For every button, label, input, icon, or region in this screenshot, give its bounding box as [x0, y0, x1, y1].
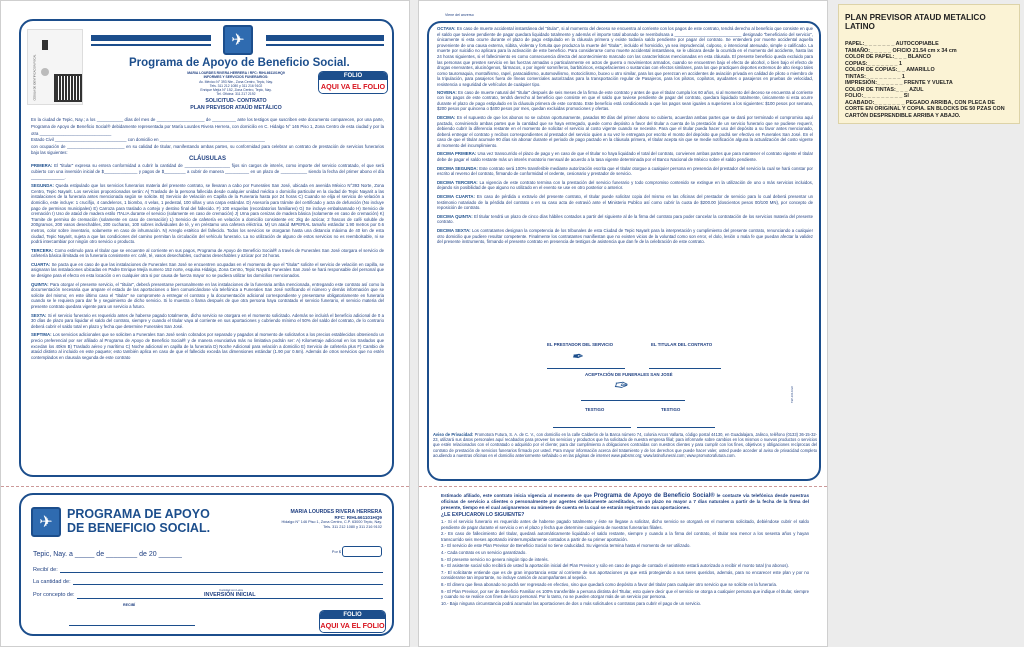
- spec-label: ACABADO:: [845, 99, 875, 106]
- clause-octava: [437, 26, 813, 88]
- spec-row-paper: PAPEL:_ _ _ _ _ _ _ AUTOCOPIABLE: [845, 41, 939, 47]
- clause-text: En caso de muerte natural del "titular" después de seis meses de la firma de este contrato y antes de que el titular cumpla los 60 años, si al momento del deceso se encuentra al corriente con los pagos de este contrato, tendrá derecho al beneficio que consiste en que el saldo que tuviese pendiente de pagar del contrato, quedara liquidado totalmente, únicamente si esta ocurre durante el plazo de pago estipulado en la cláusula primera de este contrato. Este beneficio está condicionado a que los pagos sean iguales a superiores a los siguientes: $100 pesos por semana, $200 pesos por quincena o $400 pesos por mes, quedan excluidas promociones y ofertas.: [437, 89, 813, 112]
- receipt-address: Hidalgo N° 146 Piso 1, Zona Centro, C.P. 63000 Tepic, Nay.: [281, 520, 382, 524]
- clause-text: Una vez transcurrido el plazo de pago y en caso de que el titular no haya liquidado el total del contrato, convienen ambas partes que para mantener el contrato vigente el titular debe de pagar el saldo restante más un interés moratorio mensual de acuerdo a la tasa vigente determinada por el Banco Nacional de México sobre el saldo pendiente.: [437, 151, 814, 163]
- form-code: TEP-100-1022: [791, 386, 794, 403]
- receipt-title-line2: DE BENEFICIO SOCIAL.: [67, 521, 211, 535]
- clause-novena: [437, 90, 813, 112]
- sig-provider-label: EL PRESTADOR DEL SERVICIO: [547, 342, 614, 347]
- amount-field: [332, 546, 382, 557]
- phones-1: Tels. 311 212 1080 y 311 216 9102: [209, 83, 263, 88]
- header-rule-right: [266, 44, 384, 46]
- folio-label: FOLIO: [319, 72, 387, 80]
- clause-text: Si el servicio funerario es requerido antes de haberse pagado totalmente, dicho servicio se otorgara en el momento solicitado. Además se incluirá el beneficio adicional de 0 a 30 días de plazo para liquidar el saldo del contrato, siempre y cuando el titular vaya al corriente en sus aportaciones y cubriendo mínimo el 50% del saldo del contrato, de lo contrario deberá cubrir el saldo total en plazo y fecha que determine Funerales San José.: [31, 312, 384, 329]
- owner-rfc: MARIA LOURDES RIVERA HERRERA / RFC: RIHL661101HQ9: [187, 71, 285, 75]
- notice-item: 5.- El presente servicio no genera ningún tipo de interés.: [441, 556, 549, 562]
- clause-head: DECIMA SEGUNDA:: [437, 165, 478, 171]
- witness2-label: TESTIGO: [661, 407, 681, 412]
- notice-item: 1.- Si el servicio funerario es requerido antes de haberse pagado totalmente y éste se llegase a solicitar, dicho servicio se otorgará en el momento solicitado, debiéndose cubrir el saldo pendiente de pagar durante el servicio o en el plazo y fecha que determine cualquiera de nuestras funerarias filiales.: [441, 519, 809, 530]
- clause-text: Queda estipulado que los servicios funerarios materia del presente contrato, se llevaran a cabo por Funerales San José, ubicada en avenida México N°393 Norte, Zona Centro, Tepic Nayarit. Los servicios proporcionados serán: A) Traslado de la persona fallecida desde cualquier unidad médica o domicilio particular en la ciudad de Tepic Nayarit a las instalaciones de la funeraria antes mencionada según se solicite. B) Servicio de Velación en Capilla de la Funeraria hasta por 24 horas C) Cuando se elija el servicio de velación a domicilio, este incluye: 1 crucifijo, 4 candeleros, 1 biombo, 4 velas, 1 pedestal, 100 sillas y una carpa estándar. D) Asesoría para trámite del certificado y acta de defunción (No incluye pago de permisos municipales) E) Carroza para traslado a cortejo y destino final del fallecido. F) 100 esquelas (recordatorios familiares) G) Se incluye embalsamado H) Servicio de cremación I) Uso de ataúd de madera estilo ITALIA durante el servicio (solamente en caso de cremación) J) Urna para cenizas de madera básica (solamente en caso de cremación) K) Tramite de permiso de cremación (solamente en caso de cremación) L) Servicio de cafetería en velación a domicilio consistente en: 2kg de azúcar, 2 frascos de café soluble de 200gramos, 200 vasos desechables, 200 cucharas, 100 sobres individuales de té, y en préstamo una cafetera eléctrica. M) Un ataúd IMPERIAL tamaño estándar 1.90 metros por 0.6 metros, color sobre inventario, solamente en caso de inhumación. N) Arreglo estético del fallecido. Todos los servicios se otorgaran hasta una distancia máxima de 40 km de esta ciudad, Tepic Nayarit, sujeta a que las condiciones del camino permitan la circulación del vehículo funerario. La no utilización de alguno de estos servicios no es reembolsable, ni se podrá intercambiar por ningún otro servicio o producto.: [31, 183, 384, 245]
- received-from-input[interactable]: [60, 567, 383, 573]
- clause-head: DECIMA PRIMERA:: [437, 151, 477, 157]
- clause-tercera: [31, 248, 384, 259]
- clause-text: El "titular" expresa su entera conformidad a cubrir la cantidad de ___________________ fijos sin cargos de interés, como importe del servicio contratado, el que será cubierto con una inversión inicial de $______________ y pagos de $_________ a cubrir de manera __________ en un plazo de ___________ siendo la fecha del primer abono el día ______________.: [31, 163, 385, 180]
- acceptance-label: ACEPTACIÓN DE FUNERALES SAN JOSÉ: [585, 372, 673, 377]
- program-title: Programa de Apoyo de Beneficio Social.: [129, 57, 350, 69]
- clause-septima: [31, 332, 384, 360]
- seal-icon: [41, 68, 49, 76]
- spec-value: 1: [901, 73, 905, 80]
- amount-text-label: La cantidad de:: [33, 579, 71, 585]
- concept-row[interactable]: [33, 592, 383, 599]
- spec-value: AUTOCOPIABLE: [895, 41, 939, 47]
- clause-text: Este contrato será 100% transferible mediante autorización escrita que el titular otorgue a cualquier persona en presencia del prestador del servicio la cual se hará constar por escrito al reverso del contrato, firmando de conformidad el cedente, cesionario y prestador de servicio.: [437, 165, 813, 177]
- spec-label: TAMAÑO:: [845, 47, 871, 54]
- plan-name: PLAN PREVISOR ATAÚD METÁLICO: [190, 104, 282, 111]
- notice-item: 6.- El asistente social sólo recibirá de usted la aportación inicial del Plan Previsor y sólo en caso de pago de contado el asistente estará autorizado a recibir el monto total (no abonos).: [441, 563, 790, 569]
- receipt-phones: Tels. 311 212 1080 y 311 216 9102: [323, 525, 382, 529]
- contract-back-page: [418, 0, 828, 647]
- spec-label: PAPEL:: [845, 41, 865, 47]
- notice-intro-a: Estimado afiliado, este contrato inicia vigencia al momento de que: [441, 493, 592, 498]
- receipt-title: [67, 507, 210, 535]
- print-spec-sheet: [838, 4, 1020, 124]
- clause-text: La vigencia de este contrato termina con la prestación del servicio funerario y todo compromiso contenido se extingue en la utilización de uno o más servicios incluidos, dejando sin posibilidad de que alguno no utilizado en el evento se use en otro posterior o anterior.: [437, 179, 813, 191]
- clause-text: Los servicios adicionales que se soliciten a Funerales San José serán cobrados por separado y pagados al momento de solicitarlos a los precios establecidos obteniendo un precio preferencial por ser afiliado al Programa de Apoyo de Beneficio Social® y de manera enunciativa más no limitativa podrán ser: A) Kilometraje adicional en los traslados que excedan los 40km B) Traslado aéreo y marítimo C) Noche adicional en capilla de la funeraria D) Noche Adicional para velación a domicilio E) Servicio de cafetería plus F) Cambio de ataúd distinto al incluido en este paquete; esto también aplica en caso de que el fallecido exceda las dimensiones estándar (1.90 por 0.6m). Además de otros servicios que no estén contemplados en clausula segunda de este contrato: [31, 332, 384, 360]
- witness2-signature-line[interactable]: [637, 427, 715, 428]
- clause-head: PRIMERA:: [31, 163, 53, 169]
- signature-label: RECIBÍ: [123, 603, 136, 607]
- continued-label: Viene del anverso: [445, 13, 474, 17]
- spec-value: AZUL: [909, 86, 924, 93]
- clause-decima-cuarta: [437, 194, 813, 211]
- notice-intro-b: le contacte vía telefónica desde nuestras oficinas de servicio a clientes o personalmente por agentes debidamente acreditados, en un plazo no mayor a 7 días naturales a partir de la fecha de la firma del presente, tiempo en el cual asignaremos su número de cuenta en la cual se estarán registrando sus aportaciones.: [441, 493, 810, 510]
- amount-text-row[interactable]: [33, 579, 383, 585]
- clause-decima: [437, 115, 813, 149]
- spec-label: FOLIO:: [845, 93, 864, 99]
- notice-question: ¿LE EXPLICARON LO SIGUIENTE?: [441, 512, 525, 518]
- receipt-rfc: RFC: RIHL661101HQ9: [334, 515, 382, 520]
- acceptance-signature-line[interactable]: [581, 400, 685, 401]
- signature-line[interactable]: [69, 625, 195, 626]
- spec-value: FRENTE Y VUELTA: [904, 80, 953, 86]
- address-1: Av. México N° 393 Nte., Zona Centro, Tepic, Nay.: [199, 79, 273, 84]
- clause-text: Se pacta que en caso de que las instalaciones de Funerales San José se encuentren ocupadas en el momento de que el "titular" solicite el servicio de velación en capilla, se asignaran las instalaciones ubicadas en Padre Enrique Mejía numero 152 norte, esquina Hidalgo, Zona Centro, Tepic Nayarit. Funerales San José se hará responsable del personal que se designe para el efecto en esta locación o en cualquier otra si por causa de fuerza mayor no se pudiera utilizar los domicilios mencionados.: [31, 261, 384, 279]
- clause-head: SEXTA:: [31, 312, 47, 318]
- clause-decima-sexta: [437, 228, 813, 245]
- amount-input[interactable]: [342, 546, 382, 557]
- clause-head: CUARTA:: [31, 261, 51, 267]
- perforation-line: [1, 486, 409, 487]
- clause-head: SEPTIMA:: [31, 332, 52, 338]
- qr-code-icon: [56, 76, 80, 100]
- acceptance-signature-icon: ✑: [613, 376, 628, 395]
- provider-signature-line[interactable]: [547, 368, 625, 369]
- sig-holder-label: EL TITULAR DEL CONTRATO: [651, 342, 713, 347]
- spec-label: COLOR DE COPIAS:: [845, 67, 898, 73]
- amount-text-hint: Cantidad con Letra: [219, 588, 243, 592]
- phones-2: Tel. Oficina: 311 217 2192: [216, 92, 256, 97]
- clause-head: DECIMA TERCERA:: [437, 179, 478, 185]
- clause-decima-tercera: [437, 180, 813, 191]
- spec-value: PEGADO ARRIBA, CON PLECA DE CORTE EN ORIGINAL Y COPIA. EN BLOCKS DE 50 PZAS CON CARTÓN DESPRENDIBLE ARRIBA Y ABAJO.: [845, 99, 1005, 119]
- header-rule-left: [91, 44, 211, 46]
- perforation-line: [419, 486, 827, 487]
- clause-text: Los contratantes designan la competencia de los tribunales de esta Ciudad de Tepic Nayarit para la interpretación y cumplimiento del presente contrato, renunciando a cualquier otro domicilio que pudiere resultar competente. Finalmente los contratantes manifiestan que no existen vicios de la voluntad como son error, el dolo, lesión o mala fe que puedan afectar la validez del presente instrumento, firmando el presente contrato en presencia de testigos de asistencia que dan fe de la celebración de este contrato.: [437, 228, 813, 245]
- spec-title: PLAN PREVISOR ATAUD METALICO LATINO: [845, 13, 986, 31]
- contract-frame: [19, 19, 394, 477]
- affiliate-notice: [441, 493, 809, 606]
- receipt-title-line1: PROGRAMA DE APOYO: [67, 507, 210, 521]
- back-frame: [427, 21, 821, 481]
- back-body: [437, 26, 813, 245]
- receipt-folio-value[interactable]: AQUI VA EL FOLIO: [320, 621, 385, 630]
- receipt-date-line[interactable]: Tepic, Nay. a _____ de ________ de 20 ______: [33, 551, 182, 558]
- header-bar-left: [91, 35, 211, 41]
- witness1-signature-line[interactable]: [553, 427, 631, 428]
- intro-paragraph[interactable]: En la ciudad de Tepic, Nay.; a los ___________ días del mes de ____________________ de __________ ante los testigos que suscriben este documento comparecen, por una parte, Programa de Apoyo de Beneficio Social® debidamente representada por María Lourdes Rivera Herrera, con domicilio en C. Hidalgo N° 146 Piso 1, Zona Centro de esta ciudad y por la otra ______________________________: [31, 117, 384, 136]
- clause-head: DECIMA CUARTA:: [437, 194, 475, 200]
- privacy-head: Aviso de Privacidad:: [433, 432, 474, 437]
- clause-segunda: [31, 183, 384, 245]
- clause-head: DECIMA SEXTA:: [437, 228, 471, 233]
- receipt-folio-label: FOLIO: [320, 611, 385, 619]
- notice-item: 10.- Bajo ninguna circunstancia podrá acumular las aportaciones de dos o más solicitudes o contratos para cubrir el pago de un servicio.: [441, 600, 702, 606]
- spec-row-finish: ACABADO:_ _ _ _ _ _ _ PEGADO ARRIBA, CON PLECA DE CORTE EN ORIGINAL Y COPIA. EN BLOCKS DE 50 PZAS CON CARTÓN DESPRENDIBLE ARRIBA Y ABAJO.: [845, 99, 1005, 119]
- notice-item: 7.- El solicitante entiende que es de gran importancia estar al corriente de sus aportaciones ya que está protegiendo a sus seres queridos, además, para no encarecer este plan y por no considerarse tan importante, no incluye camión de acompañantes al sepelio.: [441, 569, 809, 581]
- concept-value[interactable]: INVERSIÓN INICIAL: [77, 592, 383, 599]
- spec-row-ink-color: COLOR DE TINTAS:_ _ _ AZUL: [845, 86, 924, 93]
- address-2: Enrique Mejía N° 152, Zona Centro, Tepic, Nay.: [200, 88, 272, 93]
- spec-row-copies: COPIAS:_ _ _ _ _ _ _ 1: [845, 60, 902, 67]
- program-logo-icon: ✈: [223, 25, 253, 55]
- spec-label: IMPRESIÓN:: [845, 80, 878, 86]
- sat-logo-icon: [42, 40, 48, 50]
- amount-text-input[interactable]: [73, 579, 383, 585]
- contract-body: [31, 117, 384, 360]
- header-bar-right: [266, 35, 384, 41]
- privacy-text: Promotora Futura, S. A. de C. V., con domicilio en la calle Calderón de la Barca número 74, colonia Arcos Vallarta, código postal 44130, en Guadalajara, Jalisco, teléfono (0133) 36-15-32-23, utilizará sus datos personales aquí recabados para proveer los servicios y productos que ha solicitado de nuestra empresa filial; para informarle sobre cambios en los mismos o nuevos productos o servicios que estén relacionados con el contratado o adquirido por el cliente; para dar cumplimiento a obligaciones contraídas con nuestros clientes y para cumplir con los fines, objetivos y obligaciones recíprocas del contrato de prestación de servicios funerarios firmado por usted. Para mayor información acerca del tratamiento y de los derechos que puede hacer valer, usted puede acceder al aviso de privacidad completo acudiendo a nuestras oficinas en el domicilio anteriormente señalado o en las páginas de internet www.pabsmr.org; www.latinofuneral.com; www.promotorafutura.com.: [433, 432, 817, 458]
- spec-row-copy-color: COLOR DE COPIAS:_ _ AMARILLO: [845, 67, 935, 73]
- receipt-logo-icon: ✈: [31, 507, 61, 537]
- spec-value: BLANCO: [907, 54, 931, 60]
- concept-label: Por concepto de:: [33, 592, 75, 598]
- fiscal-id-label: CEDULA DE IDENTIFICACION FISCAL: [33, 54, 37, 101]
- spec-row-inks: TINTAS:_ _ _ _ _ _ _ _ 1: [845, 73, 905, 80]
- contract-front-page: [0, 0, 410, 647]
- notice-brand: Programa de Apoyo de Beneficio Social®: [593, 493, 715, 499]
- amount-label: Por $: [331, 549, 341, 554]
- receipt-issuer: [281, 509, 382, 530]
- clause-text: En el supuesto de que los abonos no se cubran oportunamente, pasados 90 días del primer abono no cubierto, acuerdan ambas partes que se dará por terminado el compromiso aquí pactado, conviniendo ambas partes que la cantidad que se haya entregado, quede como depósito a favor del titular a cuenta de la prestación de un servicio funerario que se pudiese requerir, debiendo cubrir la diferencia restante en el momento de solicitar el servicio al costo vigente cuando se necesite. Para que el titular pueda hacer uso del depósito a su favor antes mencionado, deberá entregar el contrato y recibos correspondientes al prestador del servicio quien a su vez le entregara por escrito el monto del depósito que podrá ser efectivo en Funerales San José. En el caso de que el titular acumule 90 días sin abonar durante el periodo de pago pactado en la cláusula primera, el titular acepta sin que se medie notificación alguna la actualización del costo vigente al momento del incumplimiento.: [437, 114, 813, 148]
- clause-head: QUINTA:: [31, 281, 49, 287]
- doc-type: SOLICITUD- CONTRATO: [205, 97, 267, 104]
- intro-civil-status[interactable]: Estado Civil ______________________________ con domicilio en ____________________________________________: [31, 137, 265, 143]
- clause-text: Como estimulo para el titular que se encuentre al corriente en sus pagos, Programa de Apoyo de Beneficio Social® a través de Funerales San José otorgara el servicio de cafetería básica ilimitada en la funeraria consistente en: café, té, vasos desechables, cucharas desechables y azúcar por 24 horas.: [31, 247, 384, 259]
- received-from-row[interactable]: [33, 567, 383, 573]
- spec-label: COLOR DE PAPEL:: [845, 54, 895, 60]
- folio-box: [318, 71, 388, 94]
- receipt-owner: MARIA LOURDES RIVERA HERRERA: [290, 509, 382, 515]
- spec-row-size: TAMAÑO:_ _ _ _ _ OFICIO 21.54 cm x 34 cm: [845, 47, 957, 54]
- spec-value: OFICIO 21.54 cm x 34 cm: [892, 47, 957, 54]
- clause-head: NOVENA:: [437, 89, 457, 95]
- info-title: INFORMES Y SERVICIOS FUNERARIOS:: [203, 75, 269, 80]
- provider-signature-icon: ✒: [571, 348, 583, 364]
- privacy-notice: [433, 432, 817, 458]
- notice-item: 4.- Cada contrato es un servicio garantizado.: [441, 549, 527, 555]
- clause-decima-quinta: [437, 214, 813, 225]
- spec-value: AMARILLO: [906, 67, 935, 73]
- clause-text: Para otorgar el presente servicio, el "titular", deberá presentarse personalmente en las instalaciones de la funeraria arriba mencionada, entregando este contrato así como la documentación necesaria que ampare el estado de las aportaciones o bien comunicándose vía telefónica a Funerales San José notificando el número y demás información que se solicite del mismo; en este último caso el "titular" se compromete a entregar el contrato y la documentación adicional correspondiente y presentarse obligatoriamente en funeraria cuando se le requiera para dar fe y seguimiento de dicho servicio. Si lo muestra o llama después de que otra persona haya contratado el servicio funerario, el servicio materia del presente contrato quedara vigente para un servicio a futuro.: [31, 281, 384, 310]
- spec-label: COLOR DE TINTAS:: [845, 86, 896, 93]
- clause-head: SEGUNDA:: [31, 183, 54, 189]
- clause-head: TERCERA:: [31, 247, 54, 253]
- receipt-folio-box: [319, 610, 386, 633]
- clause-primera[interactable]: [31, 163, 384, 180]
- notice-item: 8.- El dinero que lleva abonado no podrá ser regresado en efectivo, sino que quedará como depósito a favor del titular para cualquier otro servicio que se solicite en la funeraria.: [441, 581, 778, 587]
- spec-value: 1: [898, 60, 902, 67]
- clause-cuarta: [31, 262, 384, 279]
- clauses-title: CLÁUSULAS: [189, 156, 226, 163]
- clause-text: El titular tendrá un plazo de cinco días hábiles contados a partir del siguiente al de la firma del contrato para poder cancelar la contratación de los servicios materia del presente contrato.: [437, 213, 813, 225]
- header-info: [161, 71, 311, 111]
- spec-label: TINTAS:: [845, 73, 866, 80]
- spec-value: SI: [903, 93, 909, 99]
- holder-signature-line[interactable]: [649, 368, 721, 369]
- fiscal-id-card: [27, 29, 83, 105]
- receipt-frame: [19, 493, 394, 636]
- notice-item: 2.- En caso de fallecimiento del titular, quedará automáticamente liquidado el saldo restante, siempre y cuando a la firma del contrato, el titular sea menor a los sesenta años y hayan transcurrido seis meses aportando ininterrumpidamente contados a partir de su primer aportación.: [441, 531, 809, 542]
- clause-sexta: [31, 313, 384, 330]
- notice-item: 3.- El servicio de este Plan Previsor de Beneficio Social no tiene caducidad. Su vigencia termina hasta el momento de ser utilizado.: [441, 543, 691, 549]
- clause-quinta: [31, 282, 384, 310]
- notice-intro: [441, 493, 809, 511]
- spec-row-folio: FOLIO:_ _ _ _ _ _ _ _ _ SI: [845, 93, 909, 99]
- spec-row-printing: IMPRESIÓN:_ _ _ _ _ _ FRENTE Y VUELTA: [845, 80, 953, 86]
- clause-head: OCTAVA:: [437, 26, 456, 31]
- intro-occupation[interactable]: con ocupación de ________________________ en su calidad de titular, manifestando ambas partes, su conformidad para celebrar un contrato de prestación de servicios funerarios bajo las siguientes:: [31, 144, 384, 155]
- notice-item: 9.- El Plan Previsor, por ser de Beneficio Familiar es 100% transferible a persona distinta del Titular, esto quiere decir que el servicio se otorga a cualquier persona que indique el titular, siempre y cuando no se realice con fines de lucro personal. Por lo tanto, no se pueden otorgar más de un servicio por persona.: [441, 588, 809, 600]
- clause-decima-segunda: [437, 166, 813, 177]
- witness1-label: TESTIGO: [585, 407, 605, 412]
- received-from-label: Recibí de:: [33, 567, 58, 573]
- clause-head: DECIMA QUINTA:: [437, 213, 473, 219]
- folio-value[interactable]: AQUI VA EL FOLIO: [320, 82, 386, 91]
- clause-head: DECIMA:: [437, 114, 456, 120]
- spec-row-paper-color: COLOR DE PAPEL:_ _ _ BLANCO: [845, 54, 931, 60]
- spec-label: COPIAS:: [845, 60, 868, 67]
- clause-decima-primera: [437, 151, 813, 162]
- clause-text: En caso de pérdida o extravío del presente contrato, el titular puede solicitar copia del mismo en las oficinas del prestador de servicio para lo cual deberá presentar un testimonio notariado de la pérdida del contrato o en su caso acta de extravió ante el Ministerio Publico así como cubrir la cuota de $200.00 (doscientos pesos 00/100 MN), por concepto de reposición de contrato.: [437, 194, 813, 211]
- clause-text: En caso de muerte accidental instantánea del "titular", si al momento del deceso se encuentra al corriente con los pagos de este contrato, tendrá derecho al beneficio que consiste en que el saldo que tuviese pendiente de pagar quedara liquidado totalmente y además el importe total abonado se reembolsara a ____________________________ designado "beneficiario del servicio", únicamente si esta ocurre durante el plazo de pago estipulado en la cláusula primera y existe todavía saldo pendiente por pagar del contrato. Se entenderá por muerte accidental aquella proveniente de una causa externa, súbita, violenta y fortuita que produzca la muerte del "titular", incluido el homicidio, ya sea imprudencial, culposo, o intencional atenuado, simple o calificado. La muerte por suicidio no aplicara para la activación de este beneficio. Para considerarse como muerte accidental instantánea, se le ubicara desde la ocurrida en el momento del accidente, hasta las 24 horas siguientes, si el fallecimiento es como consecuencia directa del acontecimiento marcado con las características mencionadas en esta cláusula. El presente beneficio queda excluido para las personas que presten servicio en las fuerzas armadas o particularmente en actos de guerra o movimientos armados, cuando se encuentren bajo el efecto de alcohol, o bien bajo el efecto de drogas enervantes, alucinógenos, fármacos, o por ingerir somníferos, barbitúricos, estupefacientes o sustancias con efectos similares, para los que practiquen deportes extremos de alto riesgo tales como tauromaquia, montañismo, rapel, paracaidismo, automovilismo, motociclismo, buceo u otro similar, para los que perezcan en accidentes de aviación privada en calidad de piloto o miembro de la tripulación, para pasajeros fuera de líneas comerciales autorizadas para la transportación regular de Pasajeros, para los pilotos, copilotos, ayudantes o pasajeros en pruebas de velocidad, resistencia o seguridad de vehículos de cualquier tipo.: [437, 26, 813, 87]
